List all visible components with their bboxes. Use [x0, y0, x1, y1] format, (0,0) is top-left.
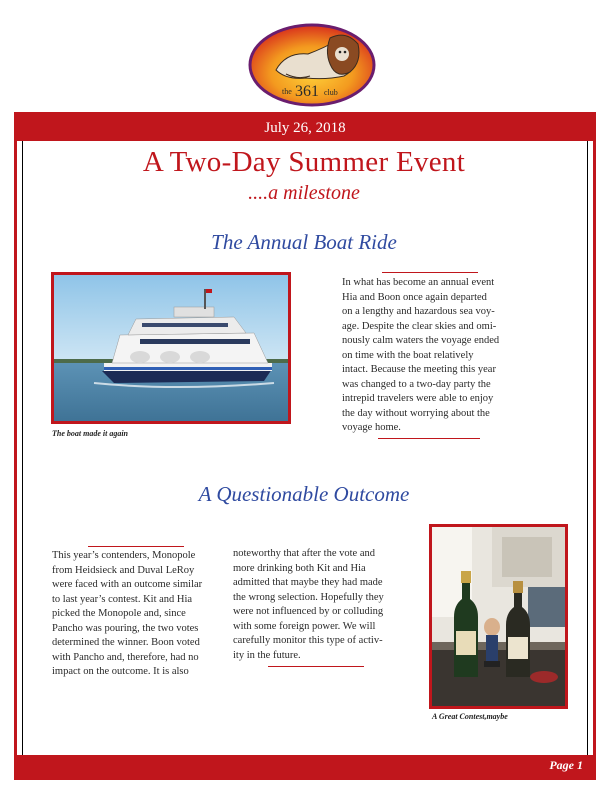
logo-text-prefix: the [282, 87, 292, 96]
rule-bottom-section2 [268, 666, 364, 667]
ferry-photo-caption: The boat made it again [52, 429, 128, 438]
club-logo [246, 18, 378, 108]
page-title: A Two-Day Summer Event [142, 146, 466, 178]
text-line: admitted that maybe they had made [233, 577, 383, 588]
rule-bottom-section1 [378, 438, 480, 439]
text-line: age. Despite the clear skies and omi- [342, 320, 497, 332]
outcome-article-column-2 [233, 547, 403, 663]
rule-top-section2 [88, 546, 184, 547]
date-banner: July 26, 2018 [17, 115, 593, 141]
text-line: Hia and Boon once again departed [342, 291, 487, 303]
text-line: was changed to a two-day party the [342, 378, 491, 390]
boat-ride-article [342, 276, 520, 436]
text-line: from Heidsieck and Duval LeRoy [52, 564, 195, 576]
text-line: carefully monitor this type of activ- [233, 635, 383, 646]
text-line: were faced with an outcome similar [52, 579, 203, 590]
section-heading-outcome: A Questionable Outcome [198, 482, 410, 506]
page-subtitle: ....a milestone [248, 182, 360, 204]
outcome-article-column-1 [52, 549, 220, 680]
text-line: nously calm waters the voyage ended [342, 335, 500, 346]
text-line: In what has become an annual event [342, 277, 495, 288]
logo-text-number: 361 [295, 83, 319, 100]
text-line: determined the winner. Boon voted [52, 637, 200, 648]
logo-text-suffix: club [324, 88, 338, 97]
page-number: Page 1 [549, 758, 583, 772]
text-line: impact on the outcome. It is also [52, 666, 189, 677]
text-line: noteworthy that after the vote and [233, 548, 375, 559]
text-line: were not influenced by or colluding [233, 606, 384, 617]
text-line: on time with the boat relatively [342, 349, 474, 361]
text-line: with some foreign power. We will [233, 620, 376, 632]
text-line: voyage home. [342, 422, 401, 433]
text-line: to last year’s contest. Kit and Hia [52, 593, 193, 605]
rule-top-section1 [382, 272, 478, 273]
text-line: the wrong selection. Hopefully they [233, 591, 384, 603]
text-line: intrepid travelers were able to enjoy [342, 393, 494, 404]
text-line: Pancho was pouring, the two votes [52, 622, 199, 634]
text-line: the day without worrying about the [342, 407, 490, 419]
text-line: ity in the future. [233, 649, 301, 661]
footer-banner [17, 755, 593, 777]
section-heading-boat-ride: The Annual Boat Ride [211, 230, 397, 254]
champagne-photo-caption: A Great Contest,maybe [432, 712, 508, 721]
text-line: picked the Monopole and, since [52, 608, 186, 619]
ferry-photo [51, 272, 291, 424]
text-line: with Pancho and, therefore, had no [52, 651, 199, 663]
text-line: This year’s contenders, Monopole [52, 550, 196, 561]
text-line: on a lengthy and hazardous sea voy- [342, 306, 495, 317]
champagne-photo [429, 524, 568, 709]
text-line: intact. Because the meeting this year [342, 364, 496, 375]
text-line: more drinking both Kit and Hia [233, 562, 366, 574]
